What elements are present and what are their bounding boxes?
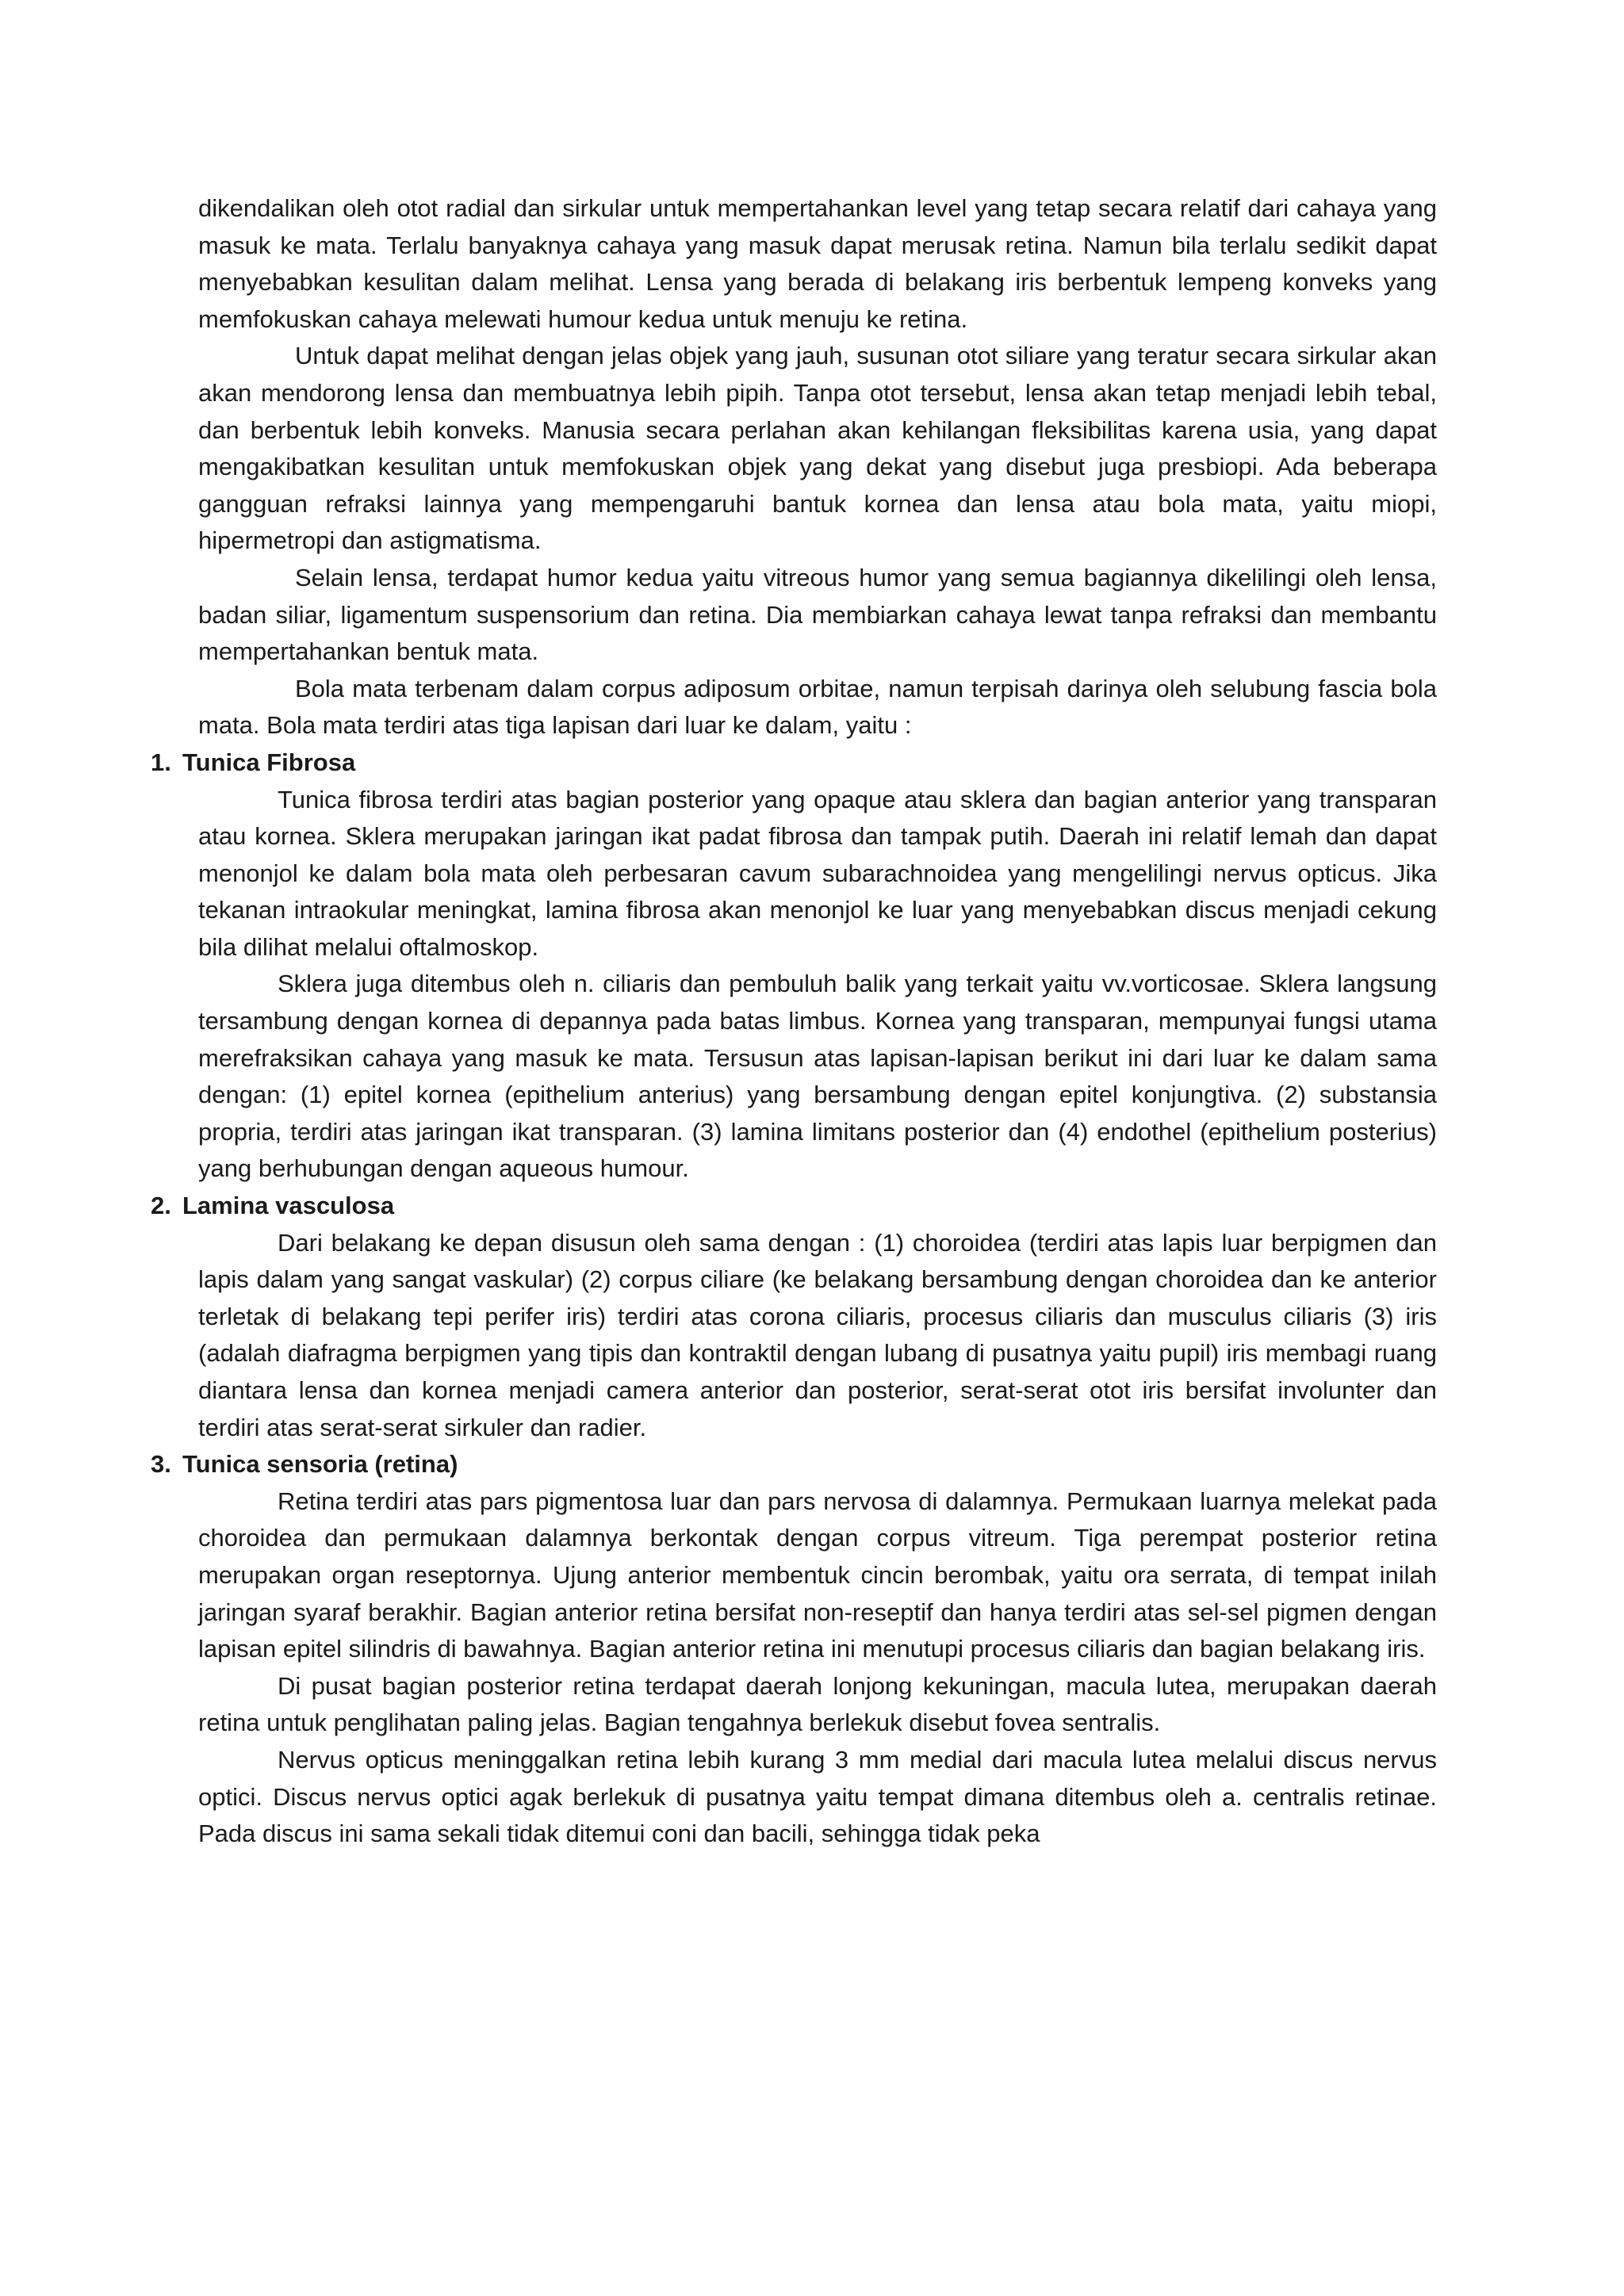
- section-1-paragraph-1: Tunica fibrosa terdiri atas bagian posterior yang opaque atau sklera dan bagian anterior yang transparan atau kornea. Sklera merupakan jaringan ikat padat fibrosa dan tampak putih. Daerah ini relatif lemah dan dapat menonjol ke dalam bola mata oleh perbesaran cavum subarachnoidea yang mengelilingi nervus opticus. Jika tekanan intraokular meningkat, lamina fibrosa akan menonjol ke luar yang menyebabkan discus menjadi cekung bila dilihat melalui oftalmoskop.: [198, 785, 1437, 961]
- section-title: Lamina vasculosa: [182, 1192, 395, 1220]
- section-3-paragraph-1: Retina terdiri atas pars pigmentosa luar dan pars nervosa di dalamnya. Permukaan luarnya melekat pada choroidea dan permukaan dalamnya berkontak dengan corpus vitreum. Tiga perempat posterior retina merupakan organ reseptornya. Ujung anterior membentuk cincin berombak, yaitu ora serrata, di tempat inilah jaringan syaraf berakhir. Bagian anterior retina bersifat non-reseptif dan hanya terdiri atas sel-sel pigmen dengan lapisan epitel silindris di bawahnya. Bagian anterior retina ini menutupi procesus ciliaris dan bagian belakang iris.: [198, 1487, 1437, 1663]
- section-number: 1.: [151, 748, 171, 776]
- section-title: Tunica Fibrosa: [182, 748, 356, 776]
- section-number: 3.: [151, 1450, 171, 1479]
- section-1-paragraph-2: Sklera juga ditembus oleh n. ciliaris dan pembuluh balik yang terkait yaitu vv.vorticosae. Sklera langsung tersambung dengan kornea di depannya pada batas limbus. Kornea yang transparan, mempunyai fungsi utama merefraksikan cahaya yang masuk ke mata. Tersusun atas lapisan-lapisan berikut ini dari luar ke dalam sama dengan: (1) epitel kornea (epithelium anterius) yang bersambung dengan epitel konjungtiva. (2) substansia propria, terdiri atas jaringan ikat transparan. (3) lamina limitans posterior dan (4) endothel (epithelium posterius) yang berhubungan dengan aqueous humour.: [198, 970, 1437, 1183]
- document-page: [151, 190, 1437, 1853]
- intro-paragraph-1: dikendalikan oleh otot radial dan sirkular untuk mempertahankan level yang tetap secara relatif dari cahaya yang masuk ke mata. Terlalu banyaknya cahaya yang masuk dapat merusak retina. Namun bila terlalu sedikit dapat menyebabkan kesulitan dalam melihat. Lensa yang berada di belakang iris berbentuk lempeng konveks yang memfokuskan cahaya melewati humour kedua untuk menuju ke retina.: [198, 194, 1437, 333]
- intro-paragraph-3: Selain lensa, terdapat humor kedua yaitu vitreous humor yang semua bagiannya dikelilingi oleh lensa, badan siliar, ligamentum suspensorium dan retina. Dia membiarkan cahaya lewat tanpa refraksi dan membantu mempertahankan bentuk mata.: [198, 563, 1437, 666]
- section-3-paragraph-3: Nervus opticus meninggalkan retina lebih kurang 3 mm medial dari macula lutea melalui discus nervus optici. Discus nervus optici agak berlekuk di pusatnya yaitu tempat dimana ditembus oleh a. centralis retinae. Pada discus ini sama sekali tidak ditemui coni dan bacili, sehingga tidak peka: [198, 1745, 1437, 1848]
- section-2-paragraph-1: Dari belakang ke depan disusun oleh sama dengan : (1) choroidea (terdiri atas lapis luar berpigmen dan lapis dalam yang sangat vaskular) (2) corpus ciliare (ke belakang bersambung dengan choroidea dan ke anterior terletak di belakang tepi perifer iris) terdiri atas corona ciliaris, procesus ciliaris dan musculus ciliaris (3) iris (adalah diafragma berpigmen yang tipis dan kontraktil dengan lubang di pusatnya yaitu pupil) iris membagi ruang diantara lensa dan kornea menjadi camera anterior dan posterior, serat-serat otot iris bersifat involunter dan terdiri atas serat-serat sirkuler dan radier.: [198, 1228, 1437, 1441]
- intro-paragraph-4: Bola mata terbenam dalam corpus adiposum orbitae, namun terpisah darinya oleh selubung fascia bola mata. Bola mata terdiri atas tiga lapisan dari luar ke dalam, yaitu :: [198, 674, 1437, 740]
- intro-paragraph-2: Untuk dapat melihat dengan jelas objek yang jauh, susunan otot siliare yang teratur secara sirkular akan akan mendorong lensa dan membuatnya lebih pipih. Tanpa otot tersebut, lensa akan tetap menjadi lebih tebal, dan berbentuk lebih konveks. Manusia secara perlahan akan kehilangan fleksibilitas karena usia, yang dapat mengakibatkan kesulitan untuk memfokuskan objek yang dekat yang disebut juga presbiopi. Ada beberapa gangguan refraksi lainnya yang mempengaruhi bantuk kornea dan lensa atau bola mata, yaitu miopi, hipermetropi dan astigmatisma.: [198, 342, 1437, 555]
- section-heading-tunica-fibrosa: [151, 744, 1437, 782]
- section-heading-lamina-vasculosa: [151, 1188, 1437, 1225]
- section-title: Tunica sensoria (retina): [182, 1450, 458, 1479]
- section-heading-tunica-sensoria: [151, 1446, 1437, 1483]
- section-3-paragraph-2: Di pusat bagian posterior retina terdapat daerah lonjong kekuningan, macula lutea, merupakan daerah retina untuk penglihatan paling jelas. Bagian tengahnya berlekuk disebut fovea sentralis.: [198, 1671, 1437, 1737]
- section-number: 2.: [151, 1192, 171, 1220]
